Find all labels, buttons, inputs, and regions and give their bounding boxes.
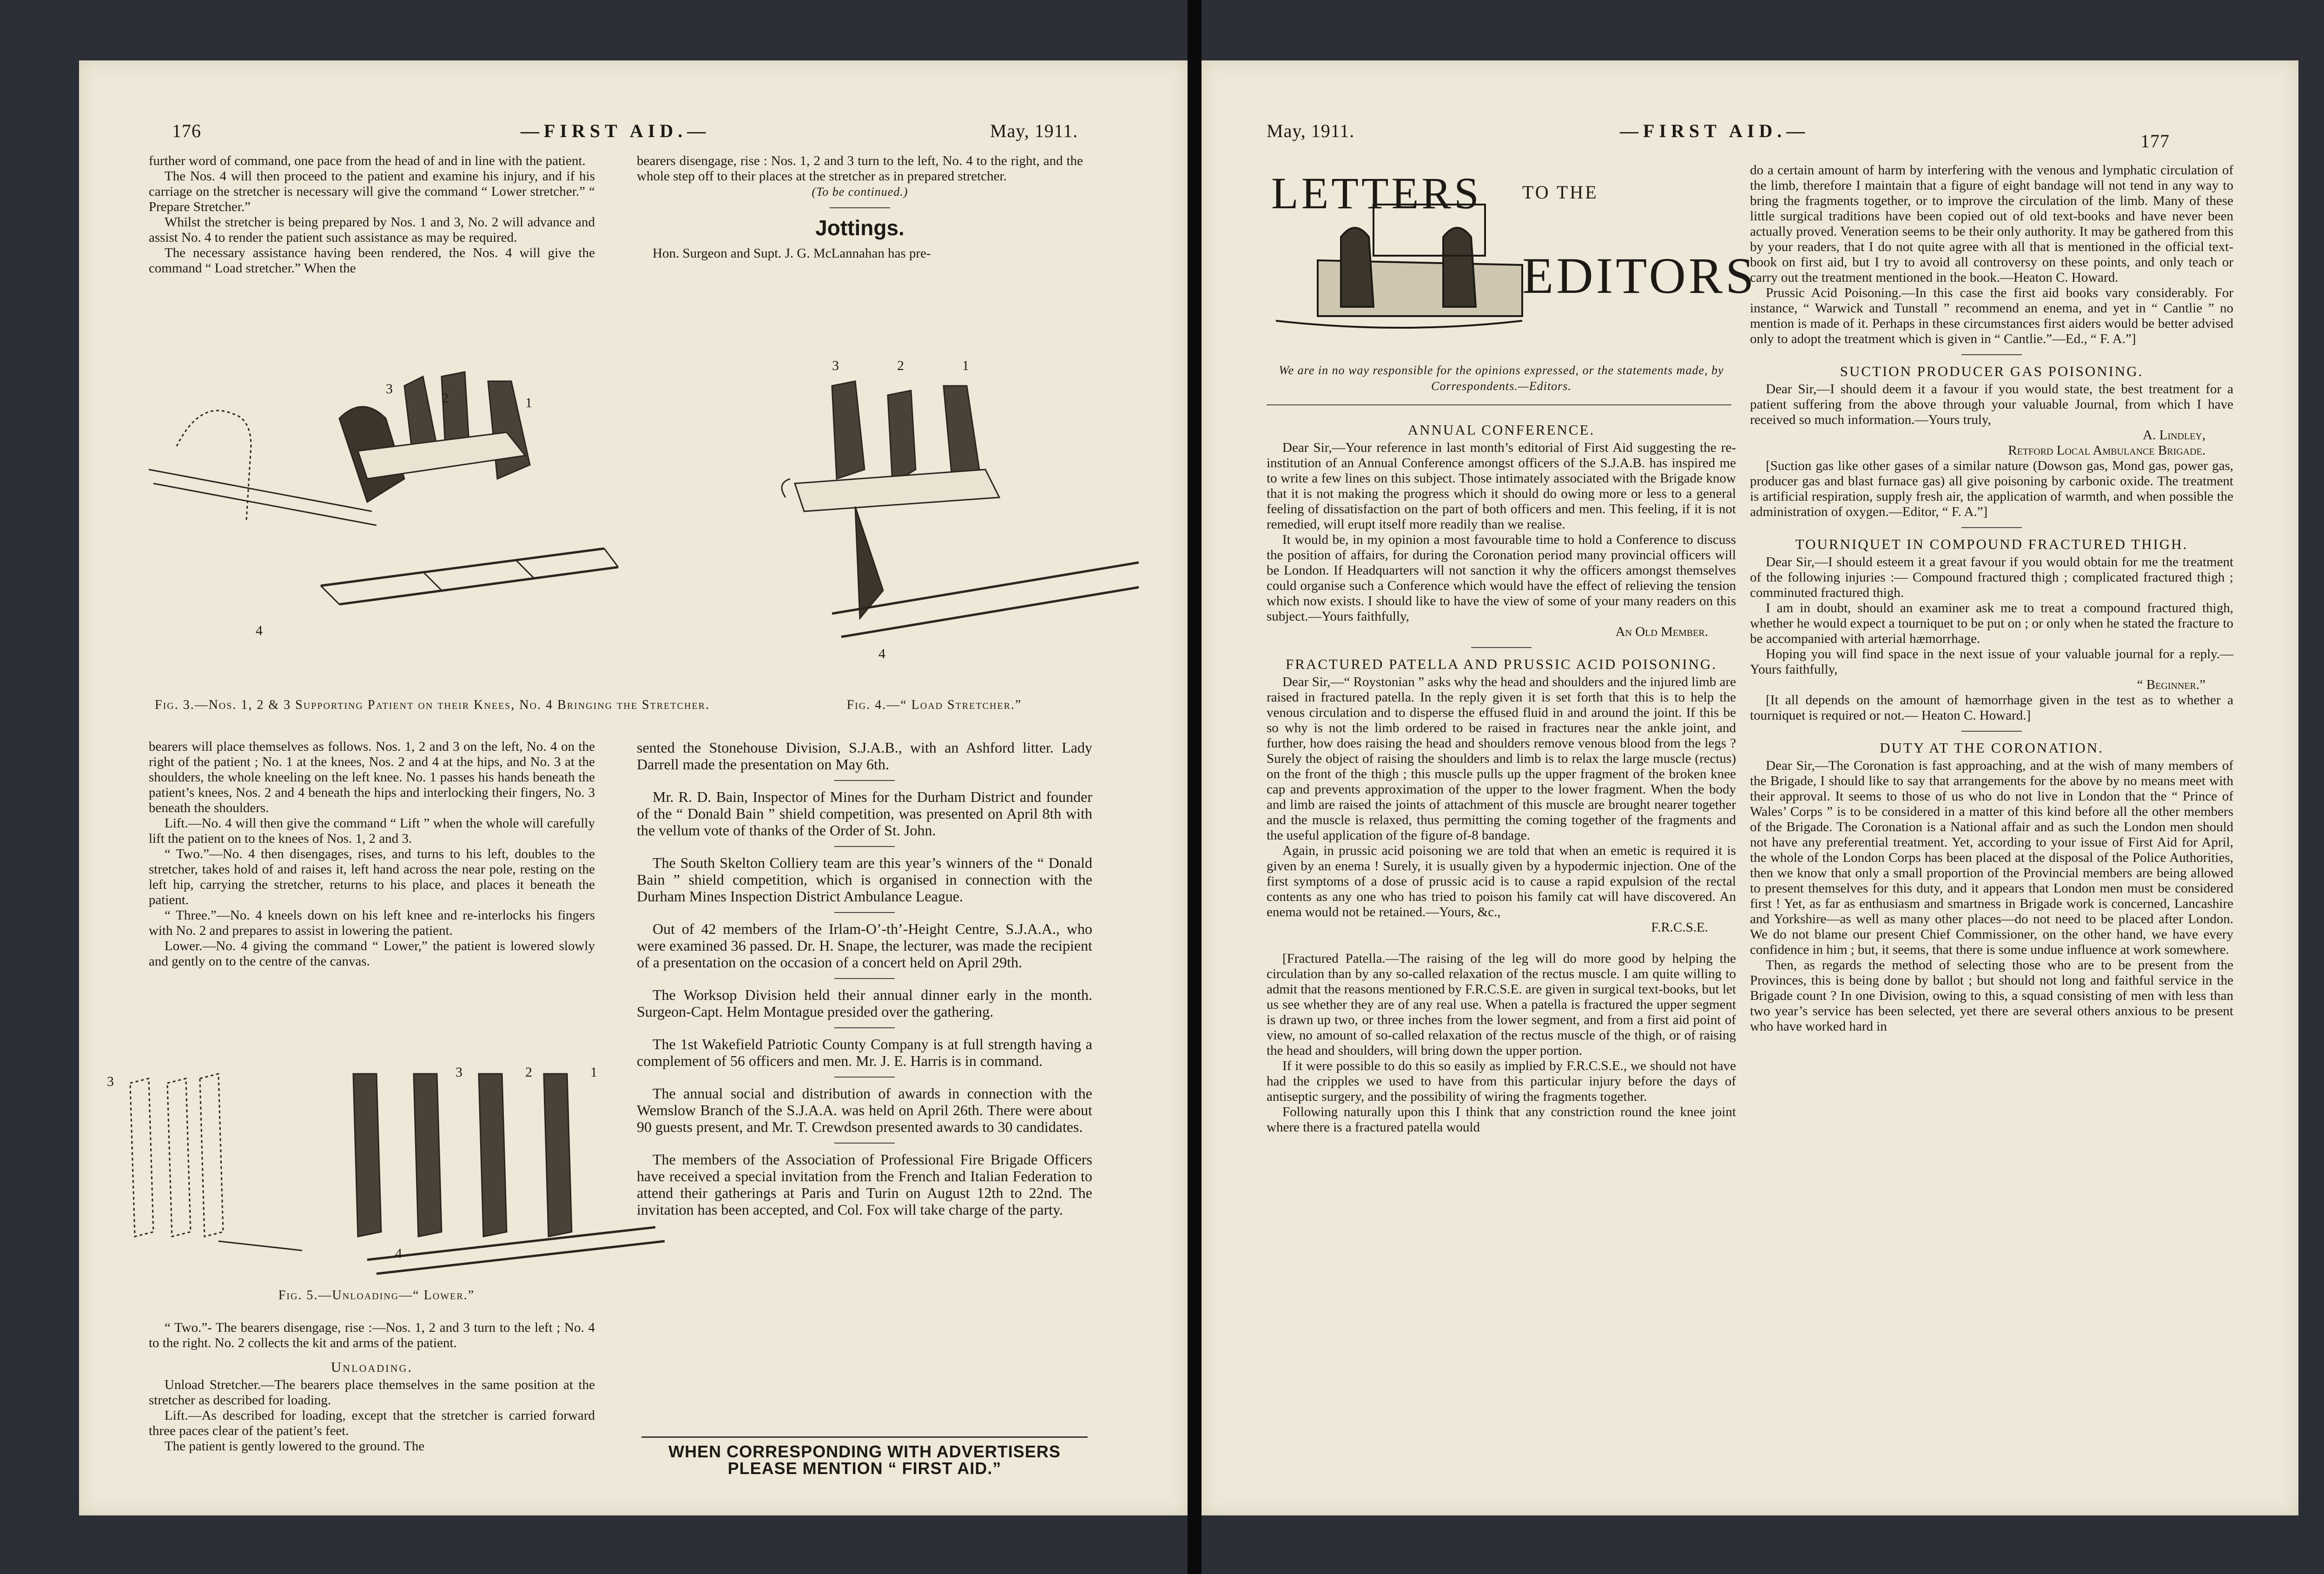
left-col2-news bbox=[637, 739, 1092, 1218]
paragraph: “ Two.”—No. 4 then disengages, rises, and turns to his left, doubles to the stretcher, takes hold of and raises it, left hand across the near pole, resting on the left hip, carrying the stretcher, returns to his place, and places it beneath the patient. bbox=[149, 847, 595, 907]
divider bbox=[830, 207, 890, 208]
paragraph: Following naturally upon this I think that any constriction round the knee joint where there is a fractured patella would bbox=[1267, 1104, 1736, 1135]
divider bbox=[1471, 647, 1532, 648]
divider bbox=[834, 1027, 895, 1028]
signature: An Old Member. bbox=[1615, 624, 1708, 639]
fig5-illustration bbox=[107, 1055, 665, 1278]
page-date: May, 1911. bbox=[1267, 120, 1355, 141]
paragraph: “ Three.”—No. 4 kneels down on his left knee and re-interlocks his fingers with No. 2 and prepares to assist in lowering the patient. bbox=[149, 908, 595, 938]
paragraph: Then, as regards the method of selecting those who are to be present from the Provinces, this is being done by ballot ; but should not long and faithful service in the Brigade count ? In one Division, owing to this, a squad consisting of men with less than two year’s service has been selected, yet there are several others anxious to be present who have worked hard in bbox=[1750, 958, 2233, 1034]
notice-rule bbox=[641, 1436, 1088, 1438]
paragraph: I am in doubt, should an examiner ask me to treat a compound fractured thigh, whether he would expect a tourniquet to be put on ; or only when he stated the fracture to be accompanied with arterial hæmorrhage. bbox=[1750, 601, 2233, 646]
paragraph: bearers disengage, rise : Nos. 1, 2 and 3 turn to the left, No. 4 to the right, and the whole step off to their places at the stretcher as in prepared stretcher. bbox=[637, 153, 1083, 184]
paragraph: The Worksop Division held their annual dinner early in the month. Surgeon-Capt. Helm Montague presided over the gathering. bbox=[637, 986, 1092, 1020]
paragraph: Prussic Acid Poisoning.—In this case the first aid books vary considerably. For instance, “ Warwick and Tunstall ” recommend an enema, and yet in “ Cantlie ” no mention is made of it. Perhaps in these circumstances first aiders would be better advised only to adopt the treatment which is given in “ Cantlie.”—Ed., “ F. A.”] bbox=[1750, 285, 2233, 346]
paragraph: further word of command, one pace from the head of and in line with the patient. bbox=[149, 153, 586, 168]
paragraph: The 1st Wakefield Patriotic County Company is at full strength having a complement of 56 officers and men. Mr. J. E. Harris is in command. bbox=[637, 1036, 1092, 1069]
paragraph: sented the Stonehouse Division, S.J.A.B., with an Ashford litter. Lady Darrell made the presentation on May 6th. bbox=[637, 739, 1092, 773]
fig-number: 4 bbox=[395, 1246, 402, 1261]
signature: “ Beginner.” bbox=[2137, 677, 2205, 692]
unloading-lower-drawing bbox=[107, 1055, 665, 1278]
fig3-caption: Fig. 3.—Nos. 1, 2 & 3 Supporting Patient on their Knees, No. 4 Bringing the Stretcher. bbox=[155, 698, 710, 712]
fig-number: 2 bbox=[897, 358, 904, 373]
fig-number: 3 bbox=[107, 1074, 114, 1089]
masthead-editors: EDITORS bbox=[1522, 247, 1757, 304]
paragraph: Lift.—As described for loading, except that the stretcher is carried forward three paces clear of the patient’s feet. bbox=[149, 1408, 595, 1438]
signature: A. Lindley, bbox=[2143, 428, 2205, 443]
divider bbox=[834, 1143, 895, 1144]
divider bbox=[834, 912, 895, 913]
section-title-fractured-patella: FRACTURED PATELLA AND PRUSSIC ACID POISONING. bbox=[1286, 656, 1717, 672]
paragraph: The annual social and distribution of awards in connection with the Wemslow Branch of the S.J.A.A. was held on April 26th. There were about 90 guests present, and Mr. T. Crewdson presented awards to 30 candidates. bbox=[637, 1085, 1092, 1135]
paragraph: Mr. R. D. Bain, Inspector of Mines for the Durham District and founder of the “ Donald Bain ” shield competition, was presented on April 8th with the vellum vote of thanks of the Order of St. John. bbox=[637, 788, 1092, 839]
right-page bbox=[1202, 60, 2298, 1515]
paragraph: do a certain amount of harm by interfering with the venous and lymphatic circulation of the limb, therefore I maintain that a figure of eight bandage will not tend in any way to bring the fragments together, or to improve the circulation of the limb. Many of these little surgical traditions have been copied out of old text-books and have never been actually proved. Veneration seems to be their only authority. It may be gathered from this by your readers, that I do not quite agree with all that is mentioned in the official text-book on first aid, but I try to avoid all controversy on these points, and only teach or carry out the treatment mentioned in the book.—Heaton C. Howard. bbox=[1750, 163, 2233, 285]
paragraph: Dear Sir,—The Coronation is fast approaching, and at the wish of many members of the Brigade, I should like to say that arrangements for the above by no means meet with their approval. It seems to those of us who do not live in London that the “ Prince of Wales’ Corps ” is to be considered in a matter of this kind before all the other members of the Brigade. The Coronation is a National affair and as such the London men should not have any preferential treatment. Yet, according to your issue of First Aid for April, the whole of the London Corps has been placed at the disposal of the Police Authorities, then we know that only a small proportion of the Provincial members are being allowed to present themselves for this duty, and it appears that London men must be considered first ! Yet, as far as enthusiasm and smartness in Brigade work is concerned, Lancashire and Yorkshire—as well as many other places—do not need to be placed after London. We do not blame our present Chief Commissioner, on the other hand, we have every confidence in him ; but, it seems, that there is some undue influence at work somewhere. bbox=[1750, 758, 2233, 957]
paragraph: Hoping you will find space in the next issue of your valuable journal for a reply.—Yours faithfully, bbox=[1750, 647, 2233, 677]
paragraph: Dear Sir,—I should esteem it a great favour if you would obtain for me the treatment of the following injuries :— Compound fractured thigh ; complicated fractured thigh ; comminuted fractured thigh. bbox=[1750, 555, 2233, 600]
left-col2-top bbox=[637, 153, 1083, 261]
section-title-coronation: DUTY AT THE CORONATION. bbox=[1880, 740, 2104, 756]
paragraph: The necessary assistance having been rendered, the Nos. 4 will give the command “ Load stretcher.” When the bbox=[149, 245, 595, 276]
paragraph: If it were possible to do this so easily as implied by F.R.C.S.E., we should not have had the cripples we used to have from this particular injury before the days of antiseptic surgery, and the possibility of wiring the fragments together. bbox=[1267, 1058, 1736, 1104]
load-stretcher-drawing bbox=[767, 330, 1139, 683]
fig3-illustration bbox=[144, 325, 702, 660]
divider bbox=[1961, 527, 2022, 528]
page-number: 177 bbox=[2140, 131, 2170, 152]
paragraph: Out of 42 members of the Irlam-O’-th’-Height Centre, S.J.A.A., who were examined 36 passed. Dr. H. Snape, the lecturer, was made the recipient of a presentation on the occasion of a concert held on April 29th. bbox=[637, 920, 1092, 971]
paragraph: The South Skelton Colliery team are this year’s winners of the “ Donald Bain ” shield competition, which is organised in connection with the Durham Mines Inspection District Ambulance League. bbox=[637, 854, 1092, 905]
paragraph: Lower.—No. 4 giving the command “ Lower,” the patient is lowered slowly and gently on to the centre of the canvas. bbox=[149, 939, 595, 969]
divider bbox=[1267, 404, 1731, 405]
letters-masthead bbox=[1262, 167, 1757, 353]
divider bbox=[1961, 731, 2022, 732]
paragraph: It would be, in my opinion a most favourable time to hold a Conference to discuss the position of affairs, for during the Coronation period many provincial officers will be London. If Headquarters will not sanction it why the officers amongst themselves could organise such a Conference which would have the effect of relieving the tension which now exists. I should like to have the view of some of your many readers on this subject.—Yours faithfully, bbox=[1267, 532, 1736, 624]
unloading-heading: Unloading. bbox=[330, 1359, 413, 1375]
divider bbox=[1961, 354, 2022, 355]
paragraph: The members of the Association of Professional Fire Brigade Officers have received a special invitation from the French and Italian Federation to attend their gatherings at Paris and Turin on August 12th to 22nd. The invitation has been accepted, and Col. Fox will take charge of the party. bbox=[637, 1151, 1092, 1218]
fig-number: 2 bbox=[442, 390, 449, 406]
masthead-letters: LETTERS bbox=[1271, 168, 1482, 218]
fig-number: 1 bbox=[525, 395, 532, 410]
paragraph: [Suction gas like other gases of a similar nature (Dowson gas, Mond gas, power gas, producer gas and blast furnace gas) all give poisoning by carbonic oxide. The treatment is artificial respiration, supply fresh air, the application of warmth, and when possible the administration of oxygen.—Editor, “ F. A.”] bbox=[1750, 458, 2233, 519]
to-be-continued: (To be continued.) bbox=[812, 185, 908, 198]
fig-number: 4 bbox=[256, 623, 263, 638]
running-title: —FIRST AID.— bbox=[1620, 120, 1810, 141]
fig-number: 3 bbox=[456, 1065, 462, 1080]
right-col2 bbox=[1750, 163, 2233, 1034]
section-title-suction-gas: SUCTION PRODUCER GAS POISONING. bbox=[1840, 363, 2144, 379]
section-title-tourniquet: TOURNIQUET IN COMPOUND FRACTURED THIGH. bbox=[1795, 536, 2188, 552]
paragraph: The Nos. 4 will then proceed to the patient and examine his injury, and if his carriage on the stretcher is necessary will give the command “ Lower stretcher.” “ Prepare Stretcher.” bbox=[149, 169, 595, 214]
bearers-supporting-patient-drawing bbox=[144, 325, 702, 660]
right-col1 bbox=[1267, 414, 1736, 1135]
divider bbox=[834, 846, 895, 847]
fig4-illustration bbox=[767, 330, 1139, 683]
section-title-annual-conference: ANNUAL CONFERENCE. bbox=[1407, 422, 1595, 438]
page-number: 176 bbox=[172, 120, 201, 141]
jottings-heading: Jottings. bbox=[815, 216, 905, 240]
left-page bbox=[79, 60, 1188, 1515]
fig-number: 1 bbox=[590, 1065, 597, 1080]
signature-affiliation: Retford Local Ambulance Brigade. bbox=[2008, 443, 2205, 458]
fig-number: 3 bbox=[832, 358, 839, 373]
paragraph: [It all depends on the amount of hæmorrhage given in the test as to whether a tourniquet is required or not.— Heaton C. Howard.] bbox=[1750, 693, 2233, 723]
paragraph: Whilst the stretcher is being prepared by Nos. 1 and 3, No. 2 will advance and assist No. 4 to render the patient such assistance as may be required. bbox=[149, 215, 595, 245]
paragraph: Unload Stretcher.—The bearers place themselves in the same position at the stretcher as described for loading. bbox=[149, 1377, 595, 1408]
fig-number: 4 bbox=[878, 646, 885, 661]
book-spine bbox=[1188, 0, 1202, 1574]
left-col1-mid bbox=[149, 739, 595, 969]
running-title: —FIRST AID.— bbox=[521, 120, 711, 141]
fig-number: 1 bbox=[962, 358, 969, 373]
paragraph: Hon. Surgeon and Supt. J. G. McLannahan has pre- bbox=[653, 246, 931, 261]
paragraph: Again, in prussic acid poisoning we are told that when an emetic is required it is given by an enema ! Surely, it is usually given by a hypodermic injection. One of the first symptoms of a dose of prussic acid is to cause a rapid expulsion of the rectal contents as any one who has tried to poison his family cat will have discovered. An enema would not be retained.—Yours, &c., bbox=[1267, 843, 1736, 919]
fig-number: 2 bbox=[525, 1065, 532, 1080]
paragraph: The patient is gently lowered to the ground. The bbox=[165, 1439, 425, 1454]
divider bbox=[834, 780, 895, 781]
paragraph: Dear Sir,—“ Roystonian ” asks why the head and shoulders and the injured limb are raised in fractured patella. In the reply given it is set forth that this is to help the venous circulation and to disperse the effused fluid in and around the joint. If this be so why is not the limb ordered to be raised in fractures near the ankle joint, and further, how does raising the head and shoulders remove venous blood from the legs ? Surely the object of raising the shoulders and limb is to relax the large muscle (rectus) on the front of the thigh ; this muscle pulls up the upper fragment of the broken knee cap and prevents approximation of the upper to the lower fragment. When the body and limb are raised the joints of attachment of this muscle are brought nearer together and the muscle is relaxed, thus permitting the coming together of the fragments and the useful application of the figure of-8 bandage. bbox=[1267, 675, 1736, 843]
signature: F.R.C.S.E. bbox=[1651, 920, 1708, 935]
paragraph: Dear Sir,—I should deem it a favour if you would state, the best treatment for a patient suffering from the above through your valuable Journal, from which I have received so much information.—Yours truly, bbox=[1750, 382, 2233, 427]
masthead-to-the: TO THE bbox=[1522, 182, 1598, 203]
advertiser-notice: WHEN CORRESPONDING WITH ADVERTISERS PLEASE MENTION “ FIRST AID.” bbox=[668, 1442, 1061, 1478]
paragraph: Dear Sir,—Your reference in last month’s editorial of First Aid suggesting the re-institution of an Annual Conference amongst officers of the S.J.A.B. has inspired me to write a few lines on this subject. Those intimately associated with the Brigade know that it is not making the progress which it should do owing more or less to a general feeling of dissatisfaction on the part of both officers and men. This feeling, if it is not remedied, will erupt itself more readily than we realise. bbox=[1267, 440, 1736, 532]
paragraph: bearers will place themselves as follows. Nos. 1, 2 and 3 on the left, No. 4 on the right of the patient ; No. 1 at the knees, Nos. 2 and 4 at the hips, and No. 3 at the shoulders, the whole kneeling on the left knee. No. 1 passes his hands beneath the patient’s knees, Nos. 2 and 4 beneath the hips and interlocking their fingers, No. 3 beneath the shoulders. bbox=[149, 739, 595, 815]
fig4-caption: Fig. 4.—“ Load Stretcher.” bbox=[846, 698, 1022, 712]
paragraph: “ Two.”- The bearers disengage, rise :—Nos. 1, 2 and 3 turn to the left ; No. 4 to the right. No. 2 collects the kit and arms of the patient. bbox=[149, 1320, 595, 1350]
page-date: May, 1911. bbox=[990, 120, 1078, 141]
paragraph: Lift.—No. 4 will then give the command “ Lift ” when the whole will carefully lift the patient on to the knees of Nos. 1, 2 and 3. bbox=[149, 816, 595, 846]
fig-number: 3 bbox=[386, 381, 393, 397]
left-col1-top bbox=[149, 153, 595, 276]
paragraph: [Fractured Patella.—The raising of the leg will do more good by helping the circulation than by any so-called relaxation of the rectus muscle. I am quite willing to admit that the reasons mentioned by F.R.C.S.E. are given in surgical text-books, but let us see whether they are of any real use. When a patella is fractured the upper segment is drawn up two, or three inches from the lower segment, and from a first aid point of view, no amount of so-called relaxation of the rectus muscle of the thigh, or of raising the head and shoulders, will bring down the upper portion. bbox=[1267, 951, 1736, 1058]
divider bbox=[834, 1077, 895, 1078]
left-col1-bottom bbox=[149, 1320, 595, 1454]
fig5-caption: Fig. 5.—Unloading—“ Lower.” bbox=[278, 1288, 475, 1303]
divider bbox=[834, 978, 895, 979]
correspondents-disclaimer: We are in no way responsible for the opinions expressed, or the statements made, by Correspondents.—Editors. bbox=[1279, 364, 1724, 393]
